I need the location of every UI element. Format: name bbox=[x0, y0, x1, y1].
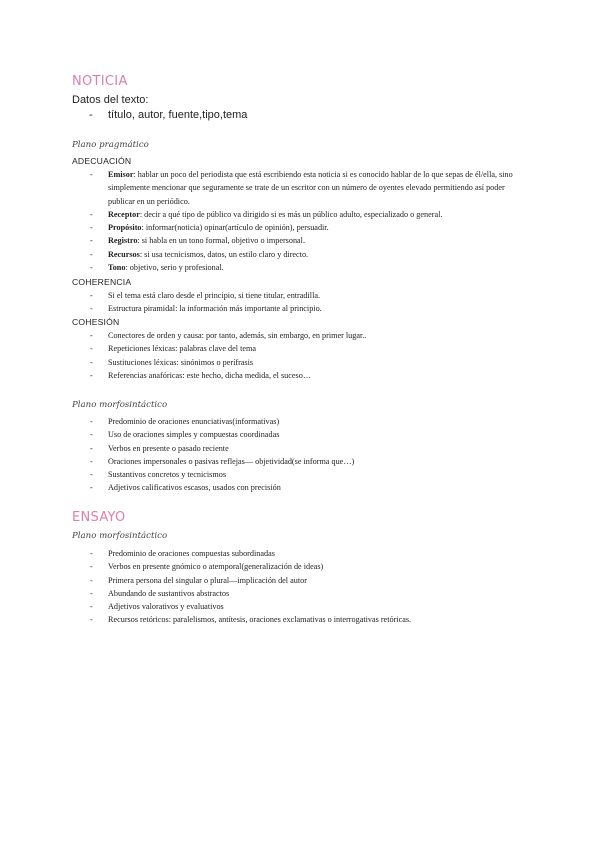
adecuacion-heading: ADECUACIÓN bbox=[72, 156, 132, 166]
list-item: - Referencias anafóricas: este hecho, dicha medida, el suceso… bbox=[90, 370, 312, 380]
cohesion-heading: COHESIÓN bbox=[72, 317, 120, 327]
list-item: - Tono: objetivo, serio y profesional. bbox=[90, 263, 224, 273]
noticia-title: NOTICIA bbox=[72, 74, 128, 89]
list-item: - Emisor: hablar un poco del periodista que está escribiendo esta noticia si es conocido hablar de lo que sepas de él/ella, sino simplemente mencionar que seguramente se trate de un escritor con un número de oyentes elevado permitiendo así poder publicar en un periódico. bbox=[90, 170, 513, 206]
plano-pragmatico-heading: Plano pragmático bbox=[72, 140, 149, 150]
ensayo-title: ENSAYO bbox=[72, 510, 126, 525]
list-item: - Repeticiones léxicas: palabras clave del tema bbox=[90, 344, 256, 354]
list-item: - Adjetivos valorativos y evaluativos bbox=[90, 602, 224, 612]
list-item: - Verbos en presente o pasado reciente bbox=[90, 443, 229, 453]
list-item: - Sustantivos concretos y tecnicismos bbox=[90, 470, 227, 480]
list-item: - Sustituciones léxicas: sinónimos o perífrasis bbox=[90, 357, 254, 367]
list-item: - Si el tema está claro desde el principio, si tiene titular, entradilla. bbox=[90, 291, 321, 300]
list-item: - Abundando de sustantivos abstractos bbox=[90, 588, 230, 598]
list-item: - Receptor: decir a qué tipo de público va dirigido si es más un público adulto, especializado o general. bbox=[90, 209, 443, 219]
list-item: - Predominio de oraciones enunciativas(informativas) bbox=[90, 417, 280, 426]
coherencia-heading: COHERENCIA bbox=[72, 277, 132, 287]
list-item: - Adjetivos calificativos escasos, usados con precisión bbox=[90, 483, 281, 493]
ensayo-list bbox=[0, 547, 600, 627]
list-item: - Recursos: si usa tecnicismos, datos, un estilo claro y directo. bbox=[90, 249, 309, 259]
plano-morfo-heading: Plano morfosintáctico bbox=[72, 400, 168, 410]
list-item: - Recursos retóricos: paralelismos, antítesis, oraciones exclamativas o interrogativas retóricas. bbox=[90, 615, 412, 625]
list-item: - Uso de oraciones simples y compuestas coordinadas bbox=[90, 430, 280, 440]
list-item: - Verbos en presente gnómico o atemporal(generalización de ideas) bbox=[90, 562, 324, 572]
list-item: - Primera persona del singular o plural—implicación del autor bbox=[90, 575, 307, 585]
coherencia-list bbox=[0, 289, 600, 316]
list-item: - Predominio de oraciones compuestas subordinadas bbox=[90, 549, 275, 558]
adecuacion-list bbox=[0, 168, 600, 274]
list-item: - Oraciones impersonales o pasivas reflejas— objetividad(se informa que…) bbox=[90, 456, 355, 466]
datos-item: título, autor, fuente,tipo,tema bbox=[108, 109, 248, 121]
morfo-list bbox=[0, 415, 600, 495]
datos-label: Datos del texto: bbox=[72, 94, 149, 106]
cohesion-list bbox=[0, 329, 600, 382]
list-item: - Estructura piramidal: la información más importante al principio. bbox=[90, 304, 322, 314]
ensayo-plano-morfo-heading: Plano morfosintáctico bbox=[72, 531, 168, 541]
list-item: - Conectores de orden y causa: por tanto, además, sin embargo, en primer lugar.. bbox=[90, 331, 367, 340]
list-item: - Propósito: informar(noticia) opinar(artículo de opinión), persuadir. bbox=[90, 223, 329, 233]
datos-dash: - bbox=[89, 109, 93, 121]
list-item: - Registro: si habla en un tono formal, objetivo o impersonal. bbox=[90, 236, 306, 246]
